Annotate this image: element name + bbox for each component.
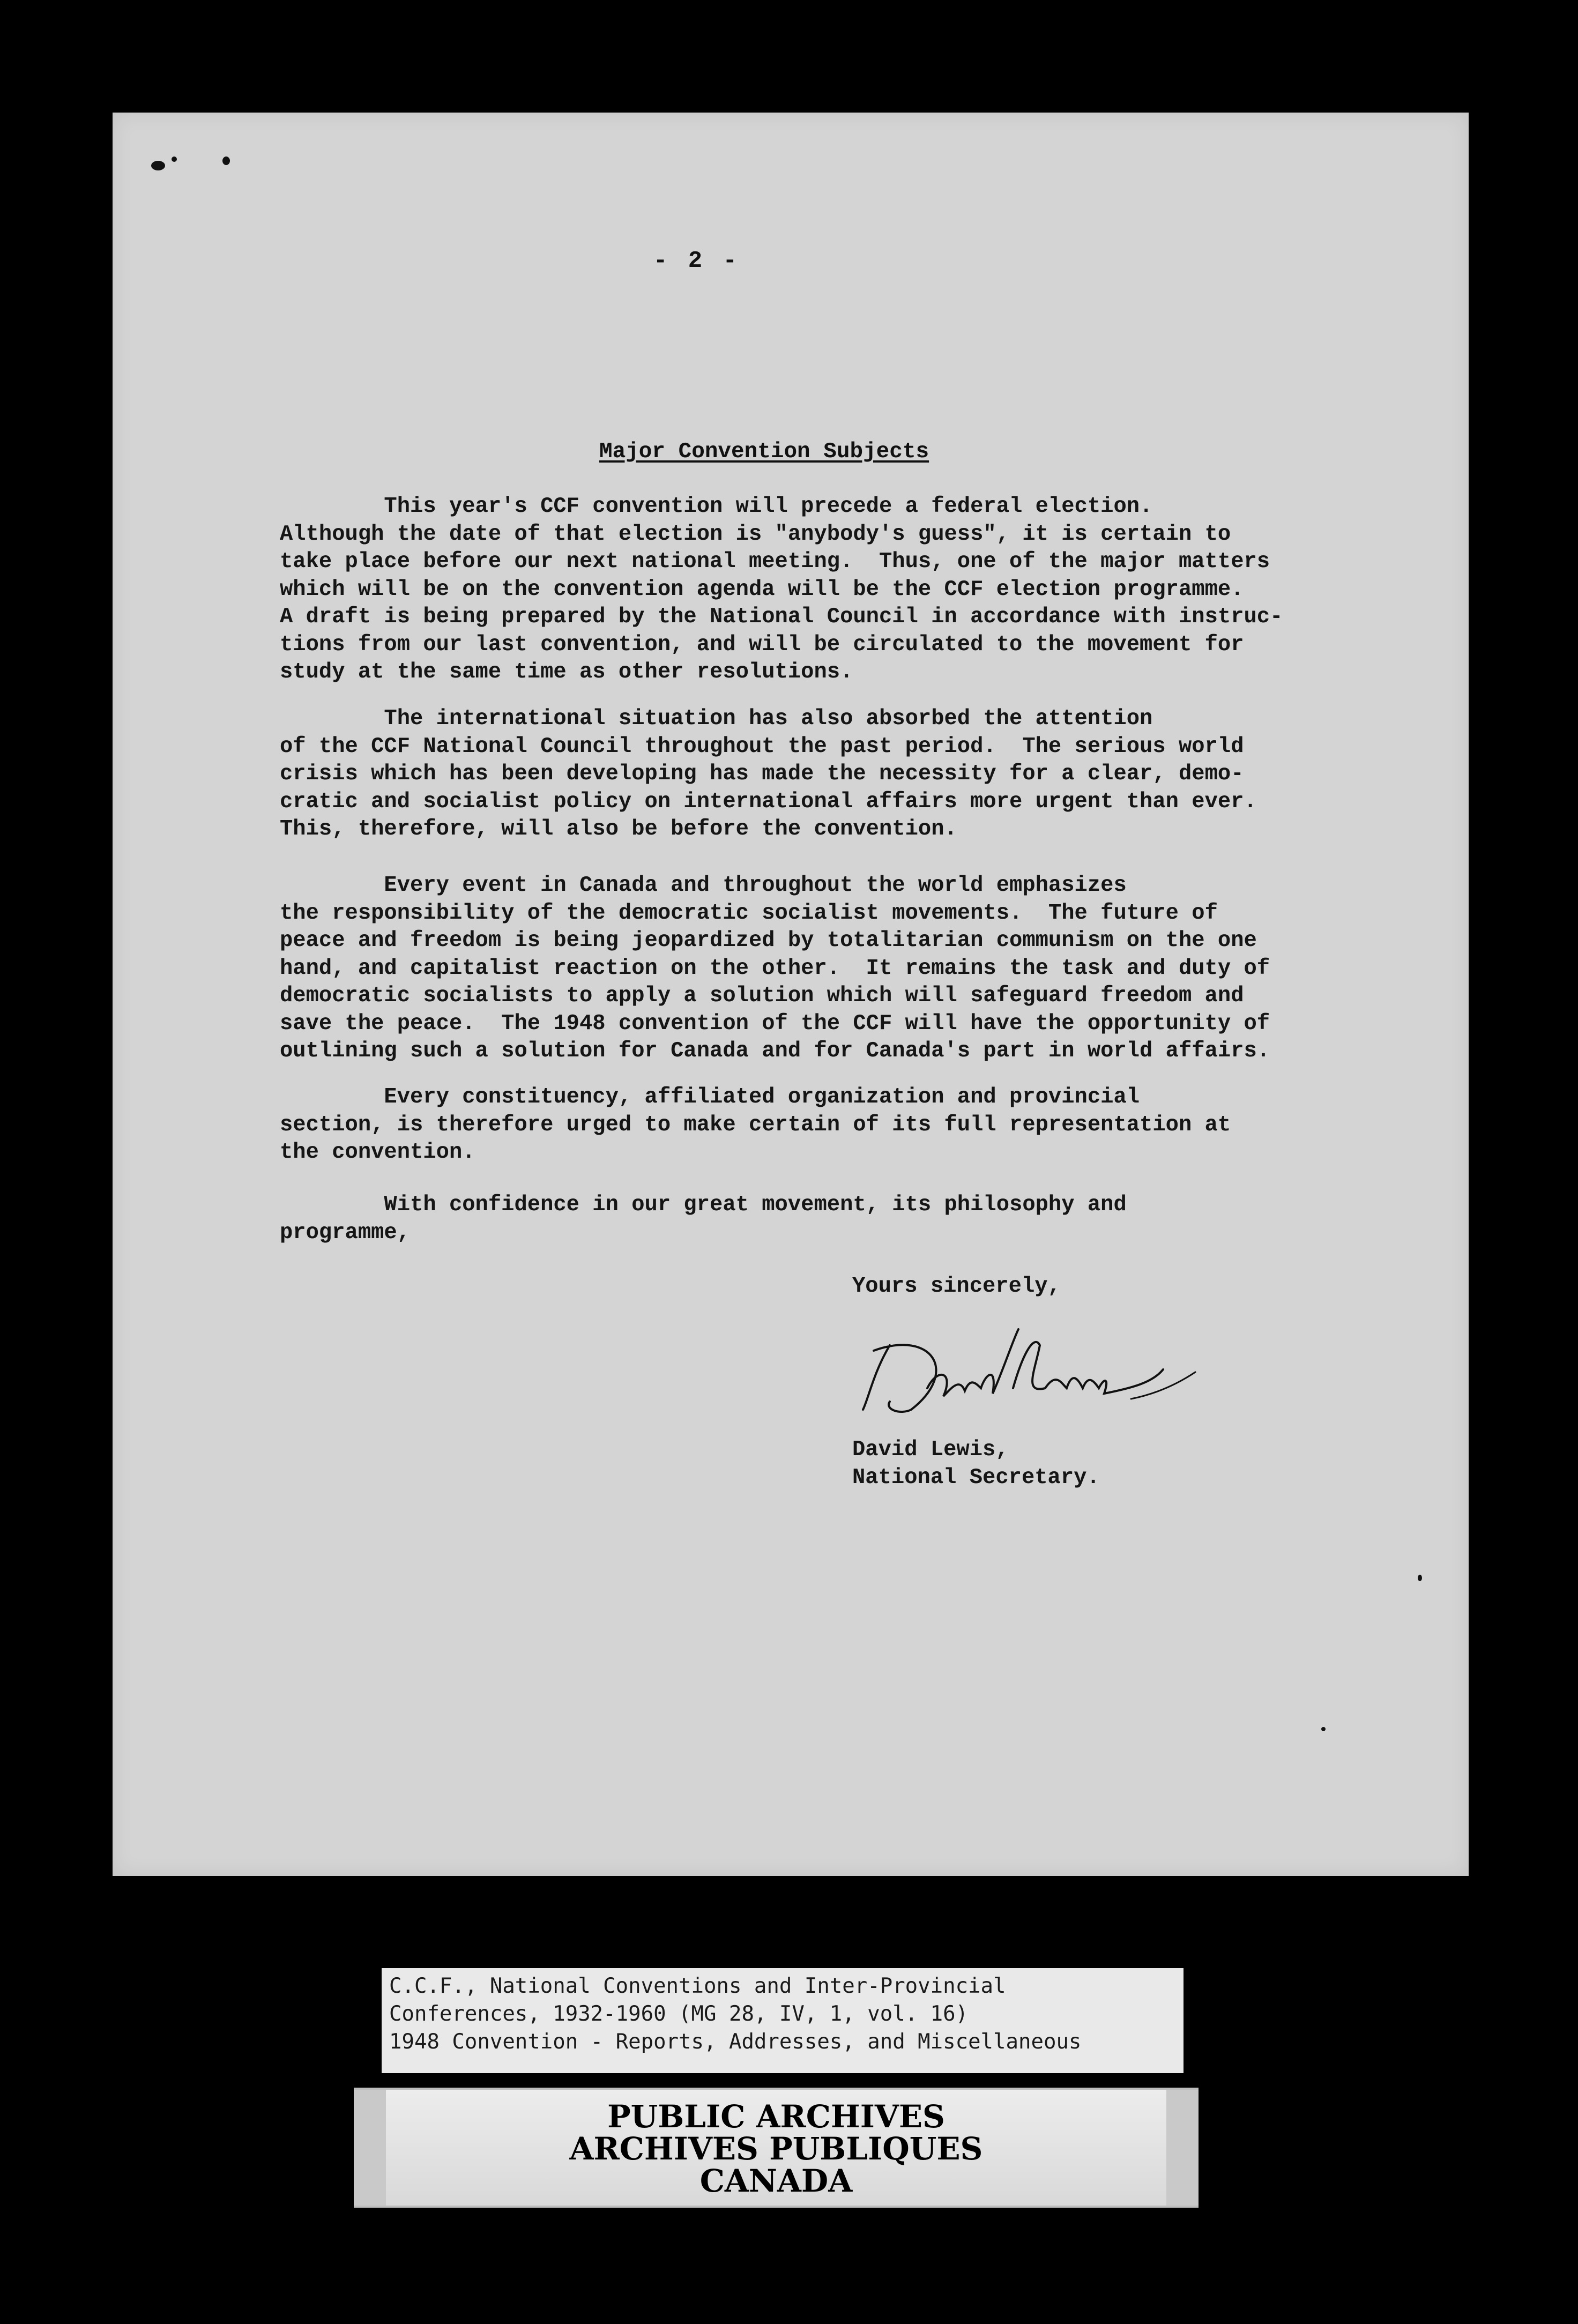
signatory-title: National Secretary.	[852, 1465, 1100, 1490]
archive-label-line: Conferences, 1932-1960 (MG 28, IV, 1, vol. 16)	[389, 2002, 969, 2026]
ink-speck	[151, 161, 165, 170]
signatory-name: David Lewis,	[852, 1437, 1009, 1462]
ink-speck	[1321, 1727, 1326, 1731]
paragraph-responsibility: Every event in Canada and throughout the world emphasizes the responsibility of the democratic socialist movements. The future of peace and freedom is being jeopardized by totalitarian communism on the one hand, and capitalist reaction on the other. It remains the task and duty of democratic socialists to apply a solution which will safeguard freedom and save the peace. The 1948 convention of the CCF will have the opportunity of outlining such a solution for Canada and for Canada's part in world affairs.	[280, 873, 1270, 1063]
stamp-line-public-archives: PUBLIC ARCHIVES	[607, 2098, 945, 2135]
stamp-line-canada: CANADA	[699, 2163, 853, 2199]
closing-salutation: Yours sincerely,	[852, 1274, 1061, 1299]
page-number: - 2 -	[653, 248, 741, 274]
ink-speck	[172, 157, 177, 162]
ink-speck	[1418, 1575, 1422, 1581]
ink-speck	[222, 157, 230, 165]
handwritten-signature	[852, 1308, 1206, 1431]
section-heading: Major Convention Subjects	[599, 440, 929, 464]
paragraph-representation: Every constituency, affiliated organization and provincial section, is therefore urged to make certain of its full representation at the convention.	[280, 1085, 1231, 1165]
paragraph-confidence: With confidence in our great movement, its philosophy and programme,	[280, 1193, 1127, 1245]
archive-stamp	[354, 2088, 1199, 2208]
stamp-line-archives-publiques: ARCHIVES PUBLIQUES	[569, 2131, 983, 2167]
paragraph-election: This year's CCF convention will precede a federal election. Although the date of that election is "anybody's guess", it is certain to take place before our next national meeting. Thus, one of the major matters which will be on the convention agenda will be the CCF election programme. A draft is being prepared by the National Council in accordance with instruc- tions from our last convention, and will be circulated to the movement for study at the same time as other resolutions.	[280, 494, 1283, 684]
archive-catalogue-label	[382, 1968, 1184, 2073]
archive-label-line: 1948 Convention - Reports, Addresses, and Miscellaneous	[389, 2030, 1082, 2054]
paragraph-international: The international situation has also absorbed the attention of the CCF National Council throughout the past period. The serious world crisis which has been developing has made the necessity for a clear, demo- cratic and socialist policy on international affairs more urgent than ever. This, therefore, will also be before the convention.	[280, 706, 1257, 841]
archive-label-line: C.C.F., National Conventions and Inter-Provincial	[389, 1974, 1006, 1998]
